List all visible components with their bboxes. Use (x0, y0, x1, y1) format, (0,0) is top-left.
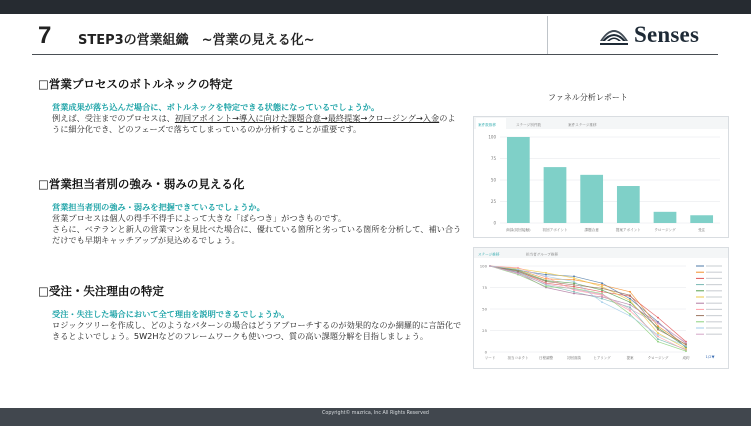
body-line: 営業プロセスは個人の得手不得手によって大きな「ばらつき」がつきものです。 (52, 213, 347, 223)
data-point[interactable] (629, 310, 631, 312)
data-point[interactable] (489, 265, 491, 267)
series-line[interactable] (490, 266, 686, 347)
y-tick-label: 25 (490, 199, 496, 204)
slide-number: 7 (38, 22, 52, 49)
funnel-bar-chart (474, 117, 728, 237)
body-suffix: のように細分化でき、どのフェーズで落ちてしまっているのか分析することが重要です。 (52, 113, 456, 134)
x-tick-label: 成約 (682, 356, 690, 360)
x-tick-label: リード (484, 356, 496, 360)
bar[interactable] (654, 212, 677, 223)
section-body (52, 309, 463, 342)
funnel-bar-chart-panel (473, 116, 729, 238)
data-point[interactable] (573, 284, 575, 286)
stage-line-chart (474, 248, 728, 368)
data-point[interactable] (657, 323, 659, 325)
data-point[interactable] (629, 294, 631, 296)
slide-title: STEP3の営業組織 ~営業の見える化~ (78, 33, 315, 48)
data-point[interactable] (545, 274, 547, 276)
data-point[interactable] (629, 291, 631, 293)
data-point[interactable] (601, 291, 603, 293)
slide-header (0, 14, 751, 56)
data-point[interactable] (573, 286, 575, 288)
header-rule (32, 54, 718, 55)
data-point[interactable] (657, 338, 659, 340)
y-tick-label: 0 (484, 349, 487, 355)
data-point[interactable] (629, 300, 631, 302)
data-point[interactable] (573, 291, 575, 293)
copyright: Copyright© mazrica, Inc All Rights Reserved (322, 411, 429, 416)
data-point[interactable] (573, 277, 575, 279)
x-tick-label: ヒアリング (593, 356, 611, 360)
chart-tab[interactable]: 案件数推移 (478, 123, 496, 127)
data-point[interactable] (545, 278, 547, 280)
series-line[interactable] (490, 266, 686, 345)
data-point[interactable] (517, 269, 519, 271)
bar[interactable] (544, 167, 567, 223)
section-body (52, 102, 463, 135)
section-title: □営業担当者別の強み・弱みの見える化 (38, 177, 245, 191)
stage-line-chart-panel (473, 247, 729, 369)
section-body (52, 202, 463, 246)
section-win-loss (38, 283, 463, 342)
data-point[interactable] (601, 289, 603, 291)
x-tick-label: 初回アポイント (542, 228, 568, 232)
data-point[interactable] (657, 332, 659, 334)
series-line[interactable] (490, 266, 686, 344)
data-point[interactable] (545, 275, 547, 277)
data-point[interactable] (629, 304, 631, 306)
series-line[interactable] (490, 266, 686, 346)
data-point[interactable] (601, 284, 603, 286)
data-point[interactable] (545, 286, 547, 288)
x-tick-label: 受注 (698, 228, 706, 232)
fan-stripes-icon (598, 23, 630, 47)
y-tick-label: 25 (482, 328, 487, 333)
legend-pager[interactable]: 1/2▼ (705, 354, 715, 359)
top-bar (0, 0, 751, 14)
data-point[interactable] (657, 336, 659, 338)
logo-text: Senses (634, 22, 700, 47)
data-point[interactable] (573, 293, 575, 295)
x-tick-label: 商談(初回接触) (506, 228, 531, 232)
data-point[interactable] (685, 343, 687, 345)
data-point[interactable] (601, 293, 603, 295)
section-title: □受注・失注理由の特定 (38, 284, 164, 298)
data-point[interactable] (601, 286, 603, 288)
data-point[interactable] (629, 308, 631, 310)
data-point[interactable] (601, 298, 603, 300)
y-tick-label: 75 (490, 156, 496, 161)
data-point[interactable] (545, 281, 547, 283)
section-title: □営業プロセスのボトルネックの特定 (38, 77, 233, 91)
bar[interactable] (507, 137, 530, 223)
data-point[interactable] (601, 296, 603, 298)
y-tick-label: 50 (490, 177, 496, 183)
data-point[interactable] (629, 306, 631, 308)
series-line[interactable] (490, 266, 686, 349)
body-line: さらに、ベテランと新人の営業マンを見比べた場合に、優れている箇所と劣っている箇所を分析して、補い合うだけでも早期キャッチアップが見込めるでしょう。 (52, 224, 462, 245)
series-line[interactable] (490, 266, 686, 351)
footer-bar (0, 408, 751, 426)
data-point[interactable] (517, 273, 519, 275)
data-point[interactable] (629, 315, 631, 317)
body-text: ロジックツリーを作成し、どのようなパターンの場合はどうアプローチするのが効果的なのか網羅的に言語化できるとよいでしょう。5W2Hなどのフレームワークも使いつつ、質の高い課題分解を目指しましょう。 (52, 320, 462, 341)
y-tick-label: 50 (482, 306, 487, 312)
data-point[interactable] (573, 282, 575, 284)
x-tick-label: 課題合意 (584, 228, 599, 232)
data-point[interactable] (573, 279, 575, 281)
data-point[interactable] (657, 329, 659, 331)
data-point[interactable] (573, 281, 575, 283)
data-point[interactable] (685, 348, 687, 350)
y-tick-label: 100 (479, 263, 487, 269)
x-tick-label: 日程調整 (539, 356, 553, 360)
bar[interactable] (690, 215, 713, 223)
body-prefix: 例えば、受注までのプロセスは、 (52, 113, 175, 123)
series-line[interactable] (490, 266, 686, 349)
section-highlight: 受注・失注した場合において全て理由を説明できるでしょうか。 (52, 309, 290, 319)
data-point[interactable] (545, 272, 547, 274)
chart-tab[interactable]: ステージ別件数 (516, 123, 542, 127)
x-tick-label: 提案アポイント (615, 228, 641, 232)
x-tick-label: 提案 (626, 356, 634, 360)
report-label: ファネル分析レポート (548, 93, 628, 102)
data-point[interactable] (573, 275, 575, 277)
x-tick-label: クロージング (647, 356, 669, 360)
data-point[interactable] (657, 341, 659, 343)
data-point[interactable] (517, 267, 519, 269)
tab-strip (474, 248, 728, 258)
y-tick-label: 100 (488, 134, 496, 140)
data-point[interactable] (629, 298, 631, 300)
chart-tab[interactable]: 担当者グループ推移 (526, 252, 559, 257)
data-point[interactable] (573, 288, 575, 290)
data-point[interactable] (517, 270, 519, 272)
data-point[interactable] (685, 350, 687, 352)
data-point[interactable] (545, 283, 547, 285)
data-point[interactable] (685, 342, 687, 344)
y-tick-label: 0 (493, 220, 496, 226)
data-point[interactable] (601, 301, 603, 303)
data-point[interactable] (601, 287, 603, 289)
section-strengths (38, 176, 463, 246)
data-point[interactable] (601, 282, 603, 284)
x-tick-label: クロージング (654, 228, 676, 232)
x-tick-label: 初回面談 (567, 356, 581, 360)
tab-strip (474, 117, 728, 129)
chart-tab[interactable]: ステージ推移 (478, 252, 500, 257)
section-bottleneck (38, 76, 463, 135)
data-point[interactable] (657, 334, 659, 336)
data-point[interactable] (657, 325, 659, 327)
chart-tab[interactable]: 案件ステージ推移 (568, 123, 597, 127)
logo (598, 22, 699, 48)
header-divider (547, 16, 548, 54)
section-highlight: 営業担当者別の強み・弱みを把握できているでしょうか。 (52, 202, 265, 212)
bar[interactable] (580, 175, 603, 223)
section-highlight: 営業成果が落ち込んだ場合に、ボトルネックを特定できる状態になっているでしょうか。 (52, 102, 380, 112)
data-point[interactable] (685, 345, 687, 347)
x-tick-label: 担当コネクト (507, 356, 529, 360)
y-tick-label: 75 (482, 285, 487, 290)
bar[interactable] (617, 186, 640, 223)
data-point[interactable] (657, 317, 659, 319)
data-point[interactable] (629, 313, 631, 315)
process-steps: 初回アポイント→導入に向けた課題合意→最終提案→クロージング→入金 (174, 113, 440, 123)
